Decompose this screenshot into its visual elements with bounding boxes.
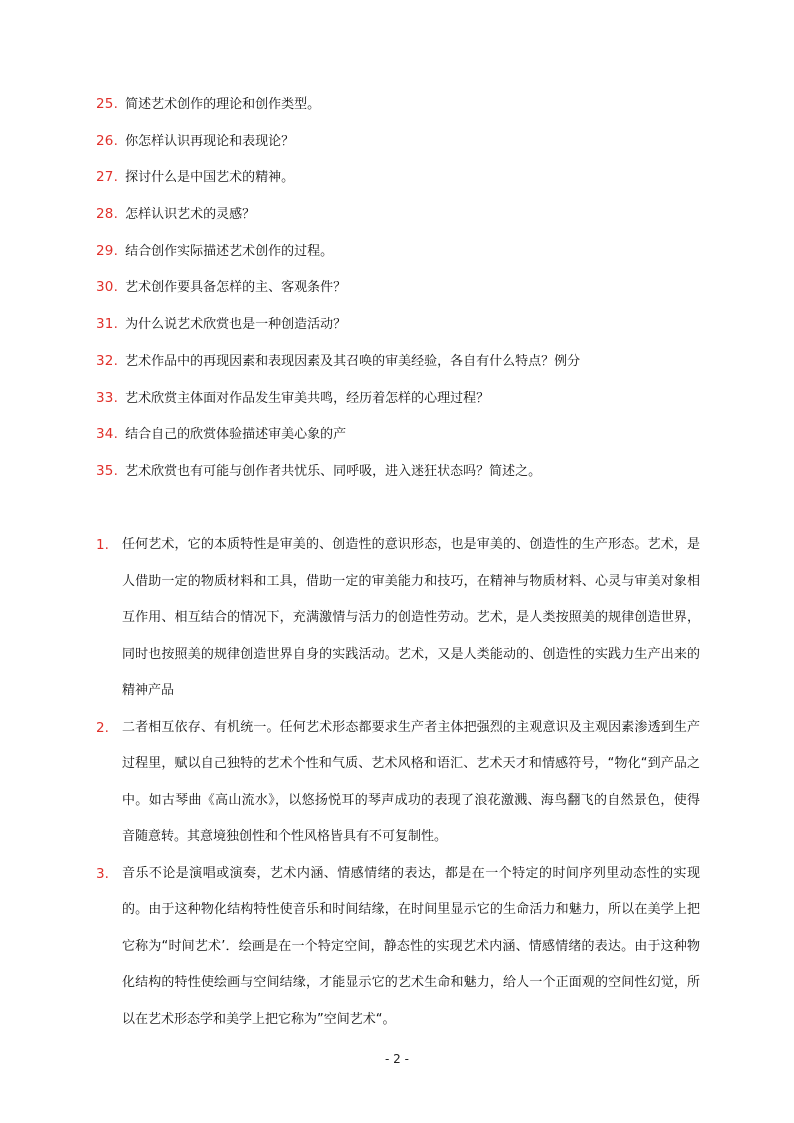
question-item xyxy=(96,276,716,313)
question-text: 艺术创作要具备怎样的主、客观条件？ xyxy=(125,280,347,296)
question-item xyxy=(96,130,716,167)
page-number: - 2 - xyxy=(385,1052,409,1066)
question-number: 25. xyxy=(96,96,119,112)
question-list xyxy=(96,93,716,497)
question-item xyxy=(96,387,716,424)
answer-item xyxy=(96,856,700,1039)
answer-number: 2. xyxy=(96,719,109,736)
question-text: 艺术欣赏主体面对作品发生审美共鸣，经历着怎样的心理过程？ xyxy=(125,390,490,406)
question-item xyxy=(96,166,716,203)
question-item xyxy=(96,423,716,460)
answer-text: 音乐不论是演唱或演奏，艺术内涵、情感情绪的表达，都是在一个特定的时间序列里动态性的实现的。由于这种物化结构特性使音乐和时间结缘，在时间里显示它的生命活力和魅力，所以在美学上把它称为“时间艺术’．绘画是在一个特定空间，静态性的实现艺术内涵、情感情绪的表达。由于这种物化结构的特性使绘画与空间结缘，才能显示它的艺术生命和魅力，给人一个正面观的空间性幻觉，所以在艺术形态学和美学上把它称为”空间艺术“。 xyxy=(122,865,700,1027)
question-number: 28. xyxy=(96,206,119,223)
question-item xyxy=(96,93,716,130)
question-item xyxy=(96,350,716,387)
answer-number: 3. xyxy=(96,865,109,882)
question-text: 为什么说艺术欣赏也是一种创造活动？ xyxy=(125,317,347,333)
question-text: 结合自己的欣赏体验描述审美心象的产 xyxy=(125,427,347,443)
question-item xyxy=(96,203,716,240)
question-number: 29. xyxy=(96,242,119,259)
question-item xyxy=(96,460,716,497)
question-item xyxy=(96,313,716,350)
answer-text: 二者相互依存、有机统一。任何艺术形态都要求生产者主体把强烈的主观意识及主观因素渗透到生产过程里，赋以自己独特的艺术个性和气质、艺术风格和语汇、艺术天才和情感符号，“物化“到产品之中。如古琴曲《高山流水》，以悠扬悦耳的琴声成功的表现了浪花激溅、海鸟翻飞的自然景色，使得音随意转。其意境独创性和个性风格皆具有不可复制性。 xyxy=(122,719,700,844)
answer-text: 任何艺术，它的本质特性是审美的、创造性的意识形态，也是审美的、创造性的生产形态。艺术，是人借助一定的物质材料和工具，借助一定的审美能力和技巧，在精神与物质材料、心灵与审美对象相互作用、相互结合的情况下，充满激情与活力的创造性劳动。艺术，是人类按照美的规律创造世界，同时也按照美的规律创造世界自身的实践活动。艺术，又是人类能动的、创造性的实践力生产出来的精神产品 xyxy=(122,537,700,698)
question-text: 结合创作实际描述艺术创作的过程。 xyxy=(125,243,334,259)
question-number: 35. xyxy=(96,462,119,479)
question-text: 怎样认识艺术的灵感？ xyxy=(125,207,256,223)
answer-number: 1. xyxy=(96,537,109,553)
answer-item xyxy=(96,710,700,856)
answer-item xyxy=(96,527,700,710)
question-number: 34. xyxy=(96,426,119,443)
question-text: 简述艺术创作的理论和创作类型。 xyxy=(125,97,321,112)
question-number: 32. xyxy=(96,352,119,369)
question-text: 探讨什么是中国艺术的精神。 xyxy=(125,170,295,186)
question-number: 26. xyxy=(96,132,119,149)
question-number: 30. xyxy=(96,279,119,296)
question-number: 27. xyxy=(96,169,119,186)
question-number: 31. xyxy=(96,316,119,333)
question-text: 艺术欣赏也有可能与创作者共忧乐、同呼吸，进入迷狂状态吗？简述之。 xyxy=(125,463,542,479)
question-text: 你怎样认识再现论和表现论？ xyxy=(125,133,295,149)
question-number: 33. xyxy=(96,389,119,406)
answer-list xyxy=(96,527,700,1038)
question-text: 艺术作品中的再现因素和表现因素及其召唤的审美经验，各自有什么特点？例分 xyxy=(125,353,581,369)
question-item xyxy=(96,240,716,277)
